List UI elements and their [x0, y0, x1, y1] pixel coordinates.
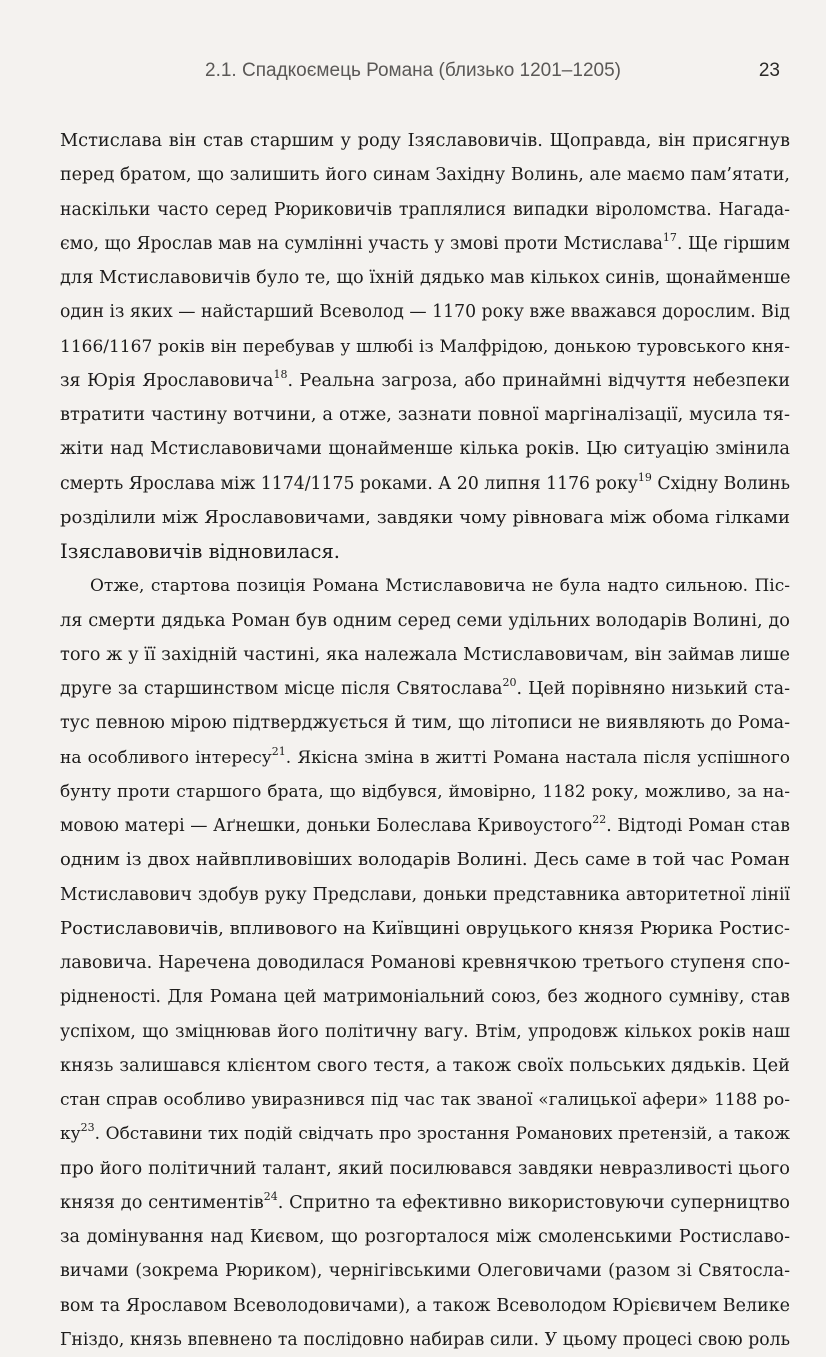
text-line: [60, 569, 790, 603]
text-line: [60, 193, 790, 227]
text-line: [60, 1323, 790, 1357]
line-text: лавовича. Наречена доводилася Романові кревнячкою третього ступеня спо-: [60, 953, 790, 973]
line-text: бунту проти старшого брата, що відбувся, ймовірно, 1182 року, можливо, за на-: [60, 781, 790, 802]
line-text: смерть Ярослава між 1174/1175 роками. А 20 липня 1176 року: [60, 473, 638, 494]
page-number: 23: [758, 60, 780, 81]
line-text: зя Юрія Ярославовича: [60, 370, 274, 391]
line-text: . Реальна загроза, або принаймні відчуття небезпеки: [287, 370, 790, 391]
line-text: того ж у її західній частині, яка належала Мстиславовичам, він займав лише: [60, 644, 790, 665]
line-text: для Мстиславовичів було те, що їхній дядько мав кількох синів, щонайменше: [60, 268, 791, 288]
line-text: . Спритно та ефективно використовуючи суперництво: [277, 1192, 790, 1213]
text-line: [60, 124, 790, 158]
footnote-ref[interactable]: 24: [263, 1189, 278, 1203]
text-line: [60, 1152, 790, 1186]
text-line: [60, 604, 790, 638]
text-line: [60, 878, 790, 912]
line-text: перед братом, що залишить його синам Західну Волинь, але маємо пам’ятати,: [60, 165, 790, 186]
text-line: [60, 843, 790, 877]
text-line: [60, 1083, 790, 1117]
paragraph: [60, 569, 790, 1357]
text-line: [60, 535, 790, 569]
line-text: жіти над Мстиславовичами щонайменше кілька років. Цю ситуацію змінила: [60, 439, 790, 460]
line-text: князь залишався клієнтом свого тестя, а також своїх польських дядьків. Цей: [60, 1055, 790, 1076]
footnote-ref[interactable]: 18: [273, 367, 288, 381]
text-line: [60, 946, 790, 980]
line-text: ля смерти дядька Роман був одним серед семи удільних володарів Волині, до: [60, 610, 790, 631]
line-text: про його політичний талант, який посилювався завдяки невразливості цього: [60, 1158, 790, 1179]
text-line: [60, 809, 790, 843]
text-line: [60, 295, 790, 329]
line-text: одним із двох найвпливовіших володарів Волині. Десь саме в той час Роман: [60, 849, 790, 871]
line-text: . Цей порівняно низький ста-: [516, 679, 790, 699]
text-line: [60, 432, 790, 466]
line-text: вом та Ярославом Всеволодовичами), а також Всеволодом Юрієвичем Велике: [60, 1295, 790, 1316]
page-header: [0, 60, 826, 88]
footnote-ref[interactable]: 21: [271, 744, 286, 758]
text-line: [60, 706, 790, 740]
line-text: вичами (зокрема Рюриком), чернігівськими Олеговичами (разом зі Святосла-: [60, 1261, 790, 1282]
text-line: [60, 227, 790, 261]
text-line: [60, 158, 790, 192]
text-line: [60, 330, 790, 364]
line-text: рідненості. Для Романа цей матримоніальний союз, без жодного сумніву, став: [60, 987, 790, 1008]
text-line: [60, 1186, 790, 1220]
text-line: [60, 1015, 790, 1049]
line-text: . Обставини тих подій свідчать про зростання Романових претензій, а також: [94, 1124, 790, 1145]
line-text: . Відтоді Роман став: [606, 816, 790, 836]
line-text: . Ще гіршим: [676, 233, 790, 254]
line-text: Східну Волинь: [651, 473, 790, 494]
footnote-ref[interactable]: 20: [502, 676, 517, 689]
line-text: Мстиславович здобув руку Предслави, доньки представника авторитетної лінії: [60, 884, 790, 905]
line-text: . Якісна зміна в житті Романа настала після успішного: [285, 747, 791, 768]
line-text: на особливого інтересу: [60, 747, 272, 768]
line-text: мовою матері — Аґнешки, доньки Болеслава Кривоустого: [60, 816, 593, 836]
line-text: 1166/1167 років він перебував у шлюбі із Малфрідою, донькою туровського кня-: [60, 336, 790, 357]
footnote-ref[interactable]: 19: [637, 470, 652, 484]
text-line: [60, 398, 790, 432]
text-line: [60, 672, 790, 706]
line-text: ку: [60, 1124, 81, 1145]
line-text: успіхом, що зміцнював його політичну вагу. Втім, упродовж кількох років наш: [60, 1021, 790, 1042]
text-line: [60, 1254, 790, 1288]
line-text: ємо, що Ярослав мав на сумлінні участь у змові проти Мстислава: [60, 233, 663, 254]
footnote-ref[interactable]: 23: [80, 1121, 95, 1135]
line-text: друге за старшинством місце після Святослава: [60, 679, 503, 699]
running-head: 2.1. Спадкоємець Романа (близько 1201–1205): [205, 60, 621, 81]
text-line: [60, 364, 790, 398]
text-line: [60, 1289, 790, 1323]
line-text: Мстислава він став старшим у роду Ізяславовичів. Щоправда, він присягнув: [60, 131, 790, 151]
text-line: [60, 741, 790, 775]
line-text: тус певною мірою підтверджується й тим, що літописи не виявляють до Рома-: [60, 713, 790, 734]
text-line: [60, 1049, 790, 1083]
line-text: князя до сентиментів: [60, 1192, 264, 1213]
text-line: [60, 261, 790, 295]
line-text: наскільки часто серед Рюриковичів траплялися випадки віроломства. Нагада-: [60, 199, 790, 220]
text-line: [60, 467, 790, 501]
footnote-ref[interactable]: 22: [592, 813, 607, 826]
body-text: [60, 124, 790, 1357]
paragraph: [60, 124, 790, 569]
text-line: [60, 638, 790, 672]
line-text: один із яких — найстарший Всеволод — 1170 року вже вважався дорослим. Від: [60, 302, 790, 323]
line-text: за домінування над Києвом, що розгорталося між смоленськими Ростиславо-: [60, 1227, 790, 1247]
text-line: [60, 1220, 790, 1254]
text-line: [60, 912, 790, 946]
line-text: Ростиславовичів, впливового на Київщині овруцького князя Рюрика Ростис-: [60, 917, 790, 939]
text-line: [60, 501, 790, 535]
line-text: Гніздо, князь впевнено та послідовно набирав сили. У цьому процесі свою роль: [60, 1329, 790, 1350]
footnote-ref[interactable]: 17: [662, 230, 677, 244]
text-line: [60, 1117, 790, 1151]
line-text: Отже, стартова позиція Романа Мстиславовича не була надто сильною. Піс-: [90, 576, 790, 597]
line-text: втратити частину вотчини, а отже, зазнати повної маргіналізації, мусила тя-: [60, 405, 790, 425]
text-line: [60, 775, 790, 809]
line-text: стан справ особливо увиразнився під час так званої «галицької афери» 1188 ро-: [60, 1090, 790, 1110]
line-text: розділили між Ярославовичами, завдяки чому рівновага між обома гілками: [60, 506, 790, 528]
text-line: [60, 980, 790, 1014]
line-text: Ізяславовичів відновилася.: [60, 540, 340, 563]
